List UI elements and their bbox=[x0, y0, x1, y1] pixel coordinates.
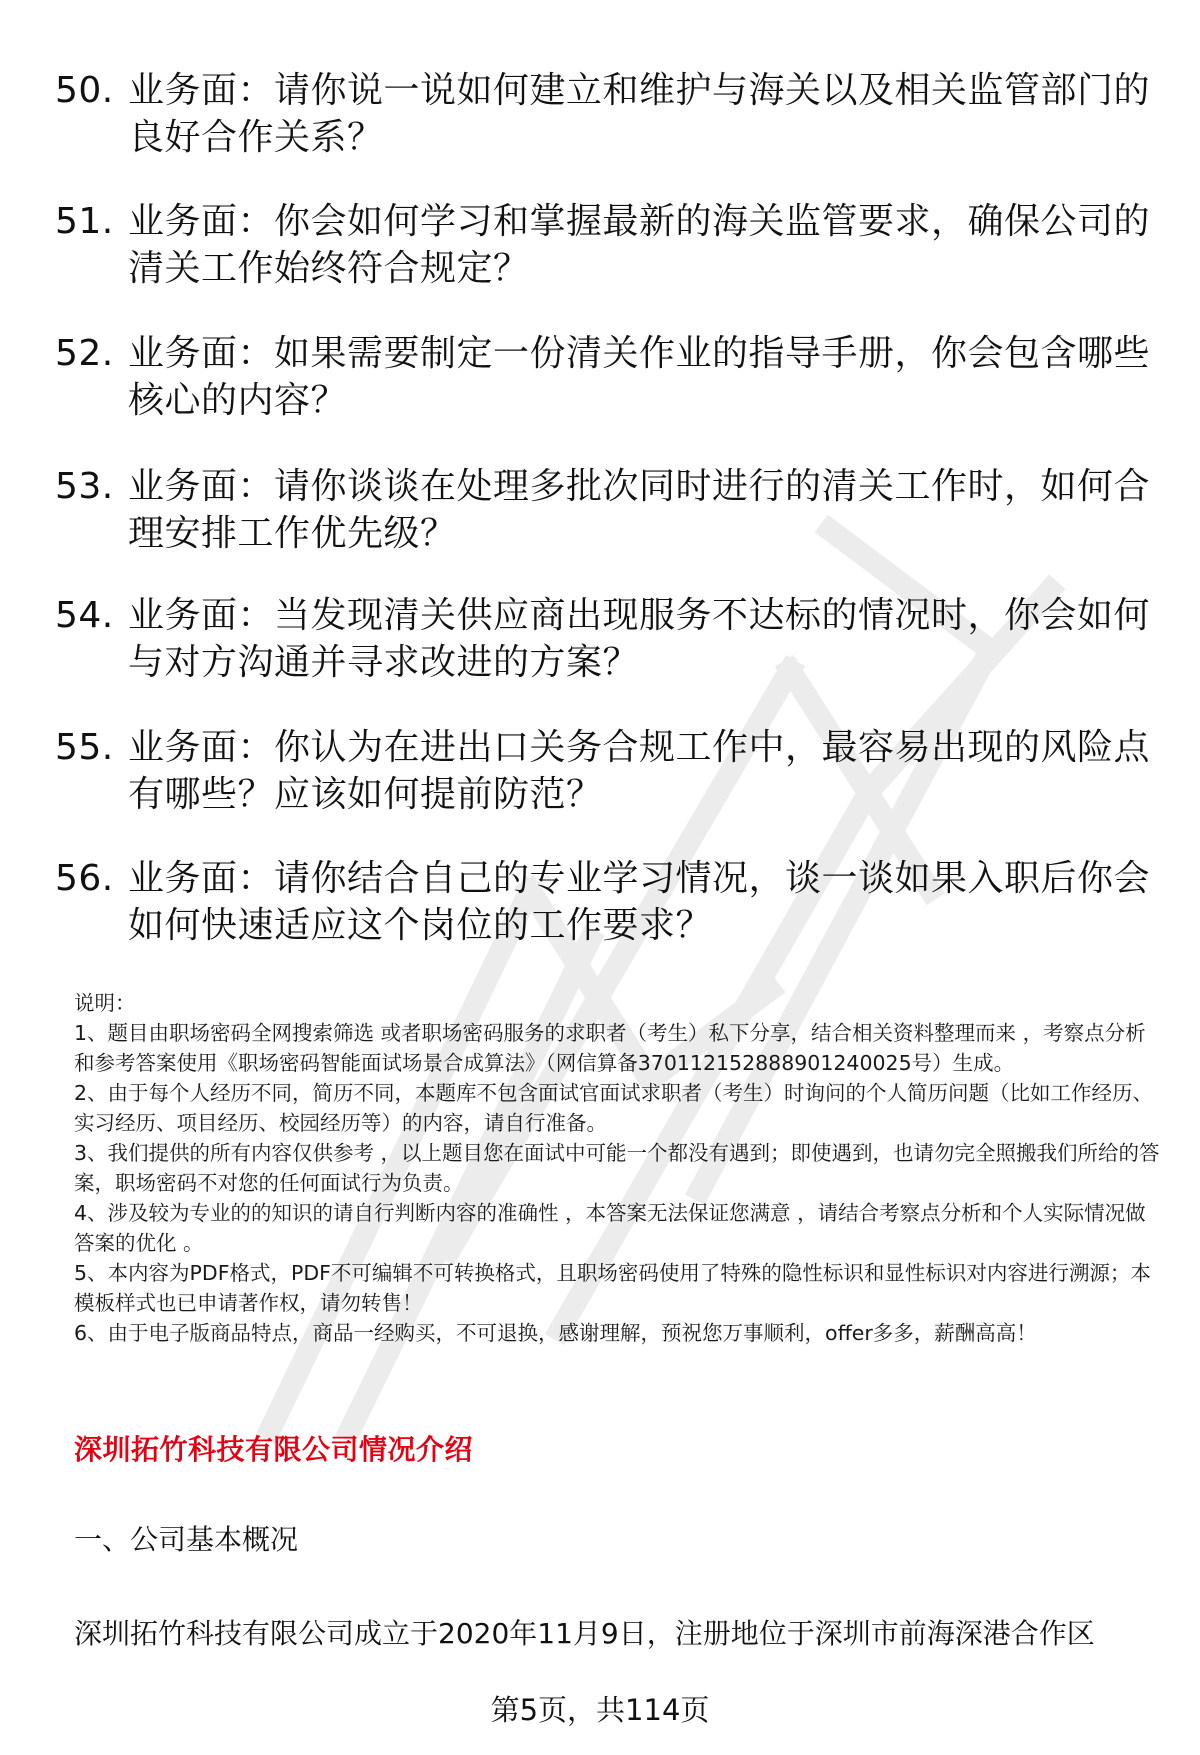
question-number: 56. bbox=[55, 858, 114, 899]
company-heading: 深圳拓竹科技有限公司情况介绍 bbox=[74, 1433, 474, 1466]
question-number: 53. bbox=[55, 466, 114, 507]
question-item bbox=[55, 67, 1155, 161]
section-heading: 一、公司基本概况 bbox=[74, 1523, 299, 1556]
company-intro-paragraph: 深圳拓竹科技有限公司成立于2020年11月9日，注册地位于深圳市前海深港合作区 bbox=[74, 1617, 1095, 1650]
page-number-footer: 第5页，共114页 bbox=[490, 1693, 710, 1727]
question-item bbox=[55, 724, 1155, 818]
question-text: 业务面：请你谈谈在处理多批次同时进行的清关工作时，如何合理安排工作优先级？ bbox=[128, 466, 1151, 554]
note-item: 2、由于每个人经历不同，简历不同，本题库不包含面试官面试求职者（考生）时询问的个人简历问题（比如工作经历、实习经历、项目经历、校园经历等）的内容，请自行准备。 bbox=[74, 1081, 1154, 1135]
question-text: 业务面：请你说一说如何建立和维护与海关以及相关监管部门的良好合作关系？ bbox=[128, 70, 1151, 158]
question-item bbox=[55, 463, 1155, 557]
note-item: 6、由于电子版商品特点，商品一经购买，不可退换，感谢理解，预祝您万事顺利，offer多多，薪酬高高！ bbox=[74, 1321, 1037, 1345]
question-item bbox=[55, 198, 1155, 292]
disclaimer-notes bbox=[74, 988, 1164, 1348]
note-item: 5、本内容为PDF格式，PDF不可编辑不可转换格式，且职场密码使用了特殊的隐性标识和显性标识对内容进行溯源；本模板样式也已申请著作权，请勿转售！ bbox=[74, 1261, 1151, 1315]
question-item bbox=[55, 855, 1155, 949]
question-text: 业务面：如果需要制定一份清关作业的指导手册，你会包含哪些核心的内容？ bbox=[128, 333, 1151, 421]
question-number: 54. bbox=[55, 595, 114, 636]
question-text: 业务面：当发现清关供应商出现服务不达标的情况时，你会如何与对方沟通并寻求改进的方案？ bbox=[128, 595, 1151, 683]
question-text: 业务面：你认为在进出口关务合规工作中，最容易出现的风险点有哪些？应该如何提前防范？ bbox=[128, 727, 1151, 815]
question-number: 55. bbox=[55, 727, 114, 768]
question-item bbox=[55, 330, 1155, 424]
question-number: 51. bbox=[55, 201, 114, 242]
note-item: 3、我们提供的所有内容仅供参考 ，以上题目您在面试中可能一个都没有遇到；即使遇到，也请勿完全照搬我们所给的答案，职场密码不对您的任何面试行为负责。 bbox=[74, 1141, 1160, 1195]
notes-title: 说明： bbox=[74, 991, 136, 1015]
question-text: 业务面：请你结合自己的专业学习情况，谈一谈如果入职后你会如何快速适应这个岗位的工作要求？ bbox=[128, 858, 1151, 946]
note-item: 1、题目由职场密码全网搜索筛选 或者职场密码服务的求职者（考生）私下分享，结合相关资料整理而来 ，考察点分析和参考答案使用《职场密码智能面试场景合成算法》（网信算备370112152888901240025号）生成。 bbox=[74, 1021, 1146, 1075]
question-item bbox=[55, 592, 1155, 686]
question-text: 业务面：你会如何学习和掌握最新的海关监管要求，确保公司的清关工作始终符合规定？ bbox=[128, 201, 1151, 289]
question-number: 52. bbox=[55, 333, 114, 374]
question-number: 50. bbox=[55, 70, 114, 111]
note-item: 4、涉及较为专业的的知识的请自行判断内容的准确性 ，本答案无法保证您满意 ，请结合考察点分析和个人实际情况做答案的优化 。 bbox=[74, 1201, 1146, 1255]
